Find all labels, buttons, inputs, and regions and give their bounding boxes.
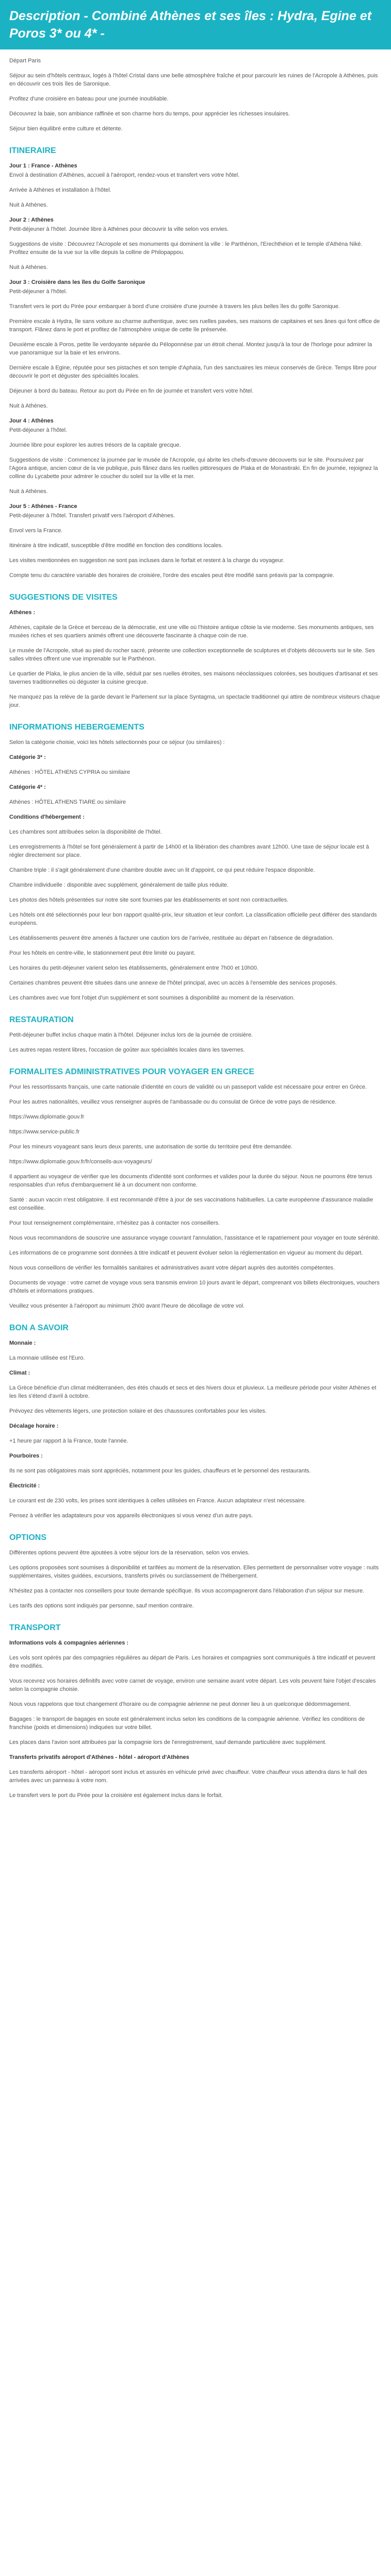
day-paragraph: Envol vers la France. bbox=[9, 528, 63, 534]
budget-label: Électricité : bbox=[9, 1483, 40, 1489]
category2-label: Catégorie 4* : bbox=[9, 784, 46, 790]
day-paragraph: Petit-déjeuner à l'hôtel. Journée libre à Athènes pour découvrir la ville selon vos envies. bbox=[9, 226, 229, 232]
budget-paragraph: +1 heure par rapport à la France, toute l'année. bbox=[9, 1438, 128, 1444]
day-paragraph: Envol à destination d'Athènes, accueil à l'aéroport, rendez-vous et transfert vers votre hôtel. bbox=[9, 172, 240, 178]
budget-paragraph: Le courant est de 230 volts, les prises sont identiques à celles utilisées en France. Aucun adaptateur n'est nécessaire. bbox=[9, 1498, 306, 1504]
transfer-label: Transferts privatifs aéroport d'Athènes - hôtel - aéroport d'Athènes bbox=[9, 1754, 189, 1760]
formalites-paragraph: Documents de voyage : votre carnet de voyage vous sera transmis environ 10 jours avant le départ, comprenant vos billets électroniques, vouchers d'hôtels et informations pratiques. bbox=[9, 1280, 380, 1294]
budget-paragraph: Pensez à vérifier les adaptateurs pour vos appareils électroniques si vous venez d'un autre pays. bbox=[9, 1513, 253, 1519]
section-title-transport: TRANSPORT bbox=[9, 1623, 61, 1632]
itinerary-days bbox=[9, 162, 382, 535]
transfer-paragraph: Les transferts aéroport - hôtel - aéroport sont inclus et assurés en véhicule privé avec chauffeur. Votre chauffeur vous attendra dans le hall des arrivées avec un panneau à votre nom. bbox=[9, 1769, 367, 1784]
transfer-paragraph: Le transfert vers le port du Pirée pour la croisière est également inclus dans le forfait. bbox=[9, 1792, 223, 1799]
section-title-budget: BON A SAVOIR bbox=[9, 1324, 69, 1332]
day-paragraph: Arrivée à Athènes et installation à l'hôtel. bbox=[9, 187, 111, 193]
day-title: Jour 4 : Athènes bbox=[9, 418, 54, 424]
options-body bbox=[9, 1549, 382, 1610]
options-paragraph: Les tarifs des options sont indiqués par personne, sauf mention contraire. bbox=[9, 1603, 194, 1609]
transport-paragraph: Bagages : le transport de bagages en soute est généralement inclus selon les conditions de la compagnie aérienne. Vérifiez les conditions de franchise (poids et dimensions) indiquées sur votre billet. bbox=[9, 1716, 365, 1731]
day-paragraph: Déjeuner à bord du bateau. Retour au port du Pirée en fin de journée et transfert vers votre hôtel. bbox=[9, 388, 254, 394]
condition-paragraph: Les enregistrements à l'hôtel se font généralement à partir de 14h00 et la libération des chambres avant 12h00. Une taxe de séjour locale est à régler directement sur place. bbox=[9, 844, 369, 858]
intro-paragraph: Profitez d'une croisière en bateau pour une journée inoubliable. bbox=[9, 96, 169, 102]
condition-paragraph: Les chambres avec vue font l'objet d'un supplément et sont soumises à disponibilité au moment de la réservation. bbox=[9, 995, 295, 1001]
budget-label: Pourboires : bbox=[9, 1453, 43, 1459]
day-paragraph: Nuit à Athènes. bbox=[9, 403, 48, 409]
section-title-itinerary: ITINERAIRE bbox=[9, 146, 56, 155]
formalites-paragraph: Pour les mineurs voyageant sans leurs deux parents, une autorisation de sortie du territoire peut être demandée. bbox=[9, 1144, 293, 1150]
formalites-paragraph: Pour tout renseignement complémentaire, n'hésitez pas à contacter nos conseillers. bbox=[9, 1220, 220, 1226]
transport-body bbox=[9, 1654, 382, 1747]
transport-paragraph: Les places dans l'avion sont attribuées par la compagnie lors de l'enregistrement, sauf demande particulière avec supplément. bbox=[9, 1739, 327, 1745]
formalites-paragraph: Nous vous conseillons de vérifier les formalités sanitaires et administratives avant votre départ auprès des autorités compétentes. bbox=[9, 1265, 335, 1271]
day-paragraph: Deuxième escale à Poros, petite île verdoyante séparée du Péloponnèse par un étroit chenal. Montez jusqu'à la tour de l'horloge pour admirer la vue panoramique sur la baie et les environs. bbox=[9, 342, 372, 356]
section-title-restauration: RESTAURATION bbox=[9, 1015, 74, 1024]
category2-hotel: Athènes : HÔTEL ATHENS TIARE ou similaire bbox=[9, 799, 126, 805]
condition-paragraph: Les photos des hôtels présentées sur notre site sont fournies par les établissements et sont non contractuelles. bbox=[9, 897, 289, 903]
day-paragraph: Petit-déjeuner à l'hôtel. Transfert privatif vers l'aéroport d'Athènes. bbox=[9, 513, 175, 519]
day-title: Jour 3 : Croisière dans les îles du Golfe Saronique bbox=[9, 279, 145, 285]
hero-banner bbox=[0, 0, 391, 49]
intro-paragraph: Départ Paris bbox=[9, 58, 41, 64]
formalites-paragraph: Pour les ressortissants français, une carte nationale d'identité en cours de validité ou un passeport valide est nécessaire pour entrer en Grèce. bbox=[9, 1084, 367, 1090]
budget-label: Monnaie : bbox=[9, 1340, 36, 1346]
formalites-paragraph: Pour les autres nationalités, veuillez vous renseigner auprès de l'ambassade ou du consulat de Grèce de votre pays de résidence. bbox=[9, 1099, 337, 1105]
options-paragraph: N'hésitez pas à contacter nos conseillers pour toute demande spécifique. Ils vous accompagneront dans l'élaboration d'un séjour sur mesure. bbox=[9, 1588, 365, 1594]
conditions-list bbox=[9, 828, 382, 1002]
itinerary-note: Compte tenu du caractère variable des horaires de croisière, l'ordre des escales peut être modifié sans préavis par la compagnie. bbox=[9, 572, 335, 579]
restauration-body bbox=[9, 1031, 382, 1054]
condition-paragraph: Pour les hôtels en centre-ville, le stationnement peut être limité ou payant. bbox=[9, 950, 196, 956]
budget-paragraph: Prévoyez des vêtements légers, une protection solaire et des chaussures confortables pour les visites. bbox=[9, 1408, 267, 1414]
section-title-options: OPTIONS bbox=[9, 1533, 47, 1542]
suggestions-body bbox=[9, 623, 382, 709]
budget-paragraph: La monnaie utilisée est l'Euro. bbox=[9, 1355, 85, 1361]
day-paragraph: Nuit à Athènes. bbox=[9, 202, 48, 208]
day-paragraph: Première escale à Hydra, île sans voiture au charme authentique, avec ses ruelles pavées, ses maisons de capitaines et ses ânes qui font office de transport. Flânez dans le port et profitez de l'atmosphère unique de cette île préservée. bbox=[9, 318, 380, 333]
page-title: Description - Combiné Athènes et ses îles : Hydra, Egine et Poros 3* ou 4* - bbox=[9, 9, 372, 41]
info-intro: Selon la catégorie choisie, voici les hôtels sélectionnés pour ce séjour (ou similaires) : bbox=[9, 739, 225, 745]
options-paragraph: Différentes options peuvent être ajoutées à votre séjour lors de la réservation, selon vos envies. bbox=[9, 1550, 250, 1556]
budget-body bbox=[9, 1339, 382, 1520]
formalites-paragraph: Nous vous recommandons de souscrire une assurance voyage couvrant l'annulation, l'assistance et le rapatriement pour voyager en toute sérénité. bbox=[9, 1235, 380, 1241]
transport-label: Informations vols & compagnies aériennes : bbox=[9, 1640, 129, 1646]
options-paragraph: Les options proposées sont soumises à disponibilité et tarifées au moment de la réservation. Elles permettent de personnaliser votre voyage : nuits supplémentaires, visites guidées, excursions, transferts privés ou surclassement de l'hébergement. bbox=[9, 1565, 379, 1579]
day-paragraph: Nuit à Athènes. bbox=[9, 264, 48, 270]
suggestion-paragraph: Le musée de l'Acropole, situé au pied du rocher sacré, présente une collection exceptionnelle de sculptures et d'objets découverts sur le site. Ses salles vitrées offrent une vue imprenable sur le Parthénon. bbox=[9, 648, 375, 662]
day-paragraph: Journée libre pour explorer les autres trésors de la capitale grecque. bbox=[9, 442, 181, 448]
intro-paragraph: Séjour bien équilibré entre culture et détente. bbox=[9, 126, 123, 132]
main-content bbox=[0, 49, 391, 1800]
formalites-paragraph: Veuillez vous présenter à l'aéroport au minimum 2h00 avant l'heure de décollage de votre vol. bbox=[9, 1303, 245, 1309]
intro-paragraph: Séjour au sein d'hôtels centraux, logés à l'hôtel Cristal dans une belle atmosphère fraîche et pour parcourir les ruines de l'Acropole à Athènes, puis en découvrir ces trois îles de Saronique. bbox=[9, 73, 378, 87]
day-paragraph: Dernière escale à Egine, réputée pour ses pistaches et son temple d'Aphaïa, l'un des sanctuaires les mieux conservés de Grèce. Temps libre pour découvrir le port et déguster des spécialités locales. bbox=[9, 365, 377, 379]
budget-paragraph: La Grèce bénéficie d'un climat méditerranéen, des étés chauds et secs et des hivers doux et pluvieux. La meilleure période pour visiter Athènes et les îles s'étend d'avril à octobre. bbox=[9, 1385, 377, 1399]
suggestion-paragraph: Athènes, capitale de la Grèce et berceau de la démocratie, est une ville où l'histoire antique côtoie la vie moderne. Ses monuments antiques, ses musées riches et ses quartiers animés offrent une découverte fascinante à chaque coin de rue. bbox=[9, 624, 374, 639]
formalites-paragraph: https://www.diplomatie.gouv.fr/fr/conseils-aux-voyageurs/ bbox=[9, 1159, 152, 1165]
itinerary-note: Itinéraire à titre indicatif, susceptible d'être modifié en fonction des conditions locales. bbox=[9, 543, 223, 549]
condition-paragraph: Chambre triple : il s'agit généralement d'une chambre double avec un lit d'appoint, ce qui peut réduire l'espace disponible. bbox=[9, 867, 315, 873]
condition-paragraph: Les chambres sont attribuées selon la disponibilité de l'hôtel. bbox=[9, 829, 162, 835]
suggestion-paragraph: Ne manquez pas la relève de la garde devant le Parlement sur la place Syntagma, un spectacle traditionnel qui attire de nombreux visiteurs chaque jour. bbox=[9, 694, 380, 708]
restauration-paragraph: Les autres repas restent libres, l'occasion de goûter aux spécialités locales dans les tavernes. bbox=[9, 1047, 245, 1053]
section-title-info: INFORMATIONS HEBERGEMENTS bbox=[9, 723, 144, 732]
itinerary-notes bbox=[9, 541, 382, 580]
itinerary-note: Les visites mentionnées en suggestion ne sont pas incluses dans le forfait et restent à la charge du voyageur. bbox=[9, 557, 285, 564]
suggestion-paragraph: Le quartier de Plaka, le plus ancien de la ville, séduit par ses ruelles étroites, ses maisons néoclassiques colorées, ses boutiques d'artisanat et ses tavernes traditionnelles où déguster la cuisine grecque. bbox=[9, 671, 378, 685]
section-title-suggestions: SUGGESTIONS DE VISITES bbox=[9, 593, 118, 602]
day-paragraph: Nuit à Athènes. bbox=[9, 488, 48, 495]
intro-section bbox=[9, 57, 382, 133]
condition-paragraph: Les établissements peuvent être amenés à facturer une caution lors de l'arrivée, restituée au départ en l'absence de dégradation. bbox=[9, 935, 334, 941]
formalites-paragraph: https://www.service-public.fr bbox=[9, 1129, 80, 1135]
transport-paragraph: Vous recevrez vos horaires définitifs avec votre carnet de voyage, environ une semaine avant votre départ. Les vols peuvent faire l'objet d'escales selon la compagnie choisie. bbox=[9, 1678, 376, 1692]
formalites-body bbox=[9, 1083, 382, 1310]
day-paragraph: Petit-déjeuner à l'hôtel. bbox=[9, 427, 68, 433]
section-title-formalites: FORMALITES ADMINISTRATIVES POUR VOYAGER EN GRECE bbox=[9, 1067, 255, 1076]
formalites-paragraph: Il appartient au voyageur de vérifier que les documents d'identité sont conformes et valides pour la durée du séjour. Nous ne pourrons être tenus responsables d'un refus d'embarquement lié à un document non conforme. bbox=[9, 1174, 372, 1188]
transport-paragraph: Nous vous rappelons que tout changement d'horaire ou de compagnie aérienne ne peut donner lieu à un quelconque dédommagement. bbox=[9, 1701, 351, 1707]
budget-paragraph: Ils ne sont pas obligatoires mais sont appréciés, notamment pour les guides, chauffeurs et le personnel des restaurants. bbox=[9, 1468, 311, 1474]
formalites-paragraph: https://www.diplomatie.gouv.fr bbox=[9, 1114, 85, 1120]
condition-paragraph: Les horaires du petit-déjeuner varient selon les établissements, généralement entre 7h00 et 10h00. bbox=[9, 965, 259, 971]
day-paragraph: Suggestions de visite : Découvrez l'Acropole et ses monuments qui dominent la ville : le Parthénon, l'Erechthéion et le temple d'Athéna Niké. Profitez ensuite de la vue sur la ville depuis la colline de Philopappou. bbox=[9, 241, 363, 256]
conditions-label: Conditions d'hébergement : bbox=[9, 814, 85, 820]
day-paragraph: Petit-déjeuner à l'hôtel. bbox=[9, 289, 68, 295]
day-paragraph: Transfert vers le port du Pirée pour embarquer à bord d'une croisière d'une journée à travers les plus belles îles du golfe Saronique. bbox=[9, 303, 340, 310]
day-paragraph: Suggestions de visite : Commencez la journée par le musée de l'Acropole, qui abrite les chefs-d'œuvre découverts sur le site. Poursuivez par l'Agora antique, ancien cœur de la vie publique, puis flânez dans les ruelles pittoresques de Plaka et de Monastiraki. En fin de journée, rejoignez la colline du Lycabette pour admirer le coucher du soleil sur la ville et la mer. bbox=[9, 457, 378, 480]
condition-paragraph: Certaines chambres peuvent être situées dans une annexe de l'hôtel principal, avec un accès à l'ensemble des services proposés. bbox=[9, 980, 337, 986]
transport-paragraph: Les vols sont opérés par des compagnies régulières au départ de Paris. Les horaires et compagnies sont communiqués à titre indicatif et peuvent être modifiés. bbox=[9, 1655, 376, 1669]
transfer-body bbox=[9, 1768, 382, 1800]
day-title: Jour 2 : Athènes bbox=[9, 217, 54, 223]
suggestions-label: Athènes : bbox=[9, 609, 36, 616]
intro-paragraph: Découvrez la baie, son ambiance raffinée et son charme hors du temps, pour apprécier les richesses insulaires. bbox=[9, 111, 290, 117]
day-title: Jour 1 : France - Athènes bbox=[9, 163, 77, 169]
formalites-paragraph: Santé : aucun vaccin n'est obligatoire. Il est recommandé d'être à jour de ses vaccinations habituelles. La carte européenne d'assurance maladie est conseillée. bbox=[9, 1197, 373, 1211]
category1-hotel: Athènes : HÔTEL ATHENS CYPRIA ou similaire bbox=[9, 769, 131, 775]
restauration-paragraph: Petit-déjeuner buffet inclus chaque matin à l'hôtel. Déjeuner inclus lors de la journée de croisière. bbox=[9, 1032, 253, 1038]
budget-label: Climat : bbox=[9, 1370, 30, 1376]
budget-label: Décalage horaire : bbox=[9, 1423, 59, 1429]
category1-label: Catégorie 3* : bbox=[9, 754, 46, 760]
condition-paragraph: Chambre individuelle : disponible avec supplément, généralement de taille plus réduite. bbox=[9, 882, 229, 888]
formalites-paragraph: Les informations de ce programme sont données à titre indicatif et peuvent évoluer selon la réglementation en vigueur au moment du départ. bbox=[9, 1250, 363, 1256]
condition-paragraph: Les hôtels ont été sélectionnés pour leur bon rapport qualité-prix, leur situation et leur confort. La classification officielle peut différer des standards européens. bbox=[9, 912, 377, 926]
day-title: Jour 5 : Athènes - France bbox=[9, 503, 77, 510]
